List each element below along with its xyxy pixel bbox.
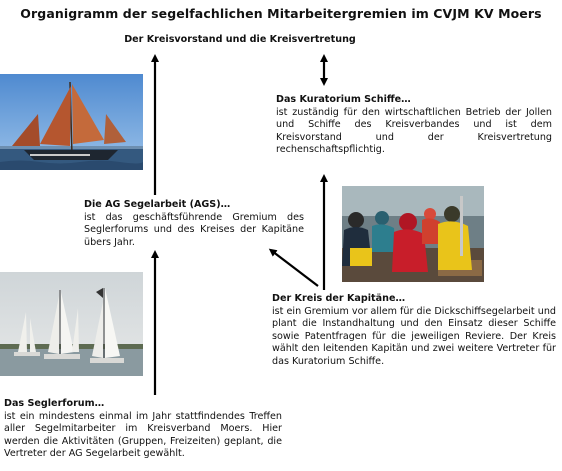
kuratorium-heading: Das Kuratorium Schiffe… (276, 94, 411, 105)
kuratorium-text: ist zuständig für den wirtschaftlichen Betrieb der Jollen und Schiffe des Kreisverbandes und ist dem Kreisvorstand und der Kreisvertretung rechenschaftspflichtig. (276, 106, 552, 155)
arrow-diagonal-icon (272, 251, 318, 286)
kreisvorstand-label: Der Kreisvorstand und die Kreisvertretung (124, 34, 356, 45)
seglerforum-text: ist ein mindestens einmal im Jahr stattfindendes Treffen aller Segelmitarbeiter im Kreisverband Moers. Hier werden die Aktivitäten (Gruppen, Freizeiten) geplant, die Vertreter der AG Segelarbeit gewählt. (4, 410, 282, 459)
seglerforum-heading: Das Seglerforum… (4, 398, 105, 409)
diagram-title: Organigramm der segelfachlichen Mitarbeitergremien im CVJM KV Moers (20, 6, 542, 21)
ag-heading: Die AG Segelarbeit (AGS)… (84, 199, 231, 210)
kapitaene-heading: Der Kreis der Kapitäne… (272, 293, 406, 304)
ag-text: ist das geschäftsführende Gremium des Seglerforums und des Kreises der Kapitäne übers Jahr. (84, 211, 304, 248)
kapitaene-text: ist ein Gremium vor allem für die Dickschiffsegelarbeit und plant die Instandhaltung und den Einsatz dieser Schiffe sowie Patentfragen für die jeweiligen Reviere. Der Kreis wählt den leitenden Kapitän und zwei weitere Vertreter für das Kuratorium Schiffe. (272, 305, 556, 367)
